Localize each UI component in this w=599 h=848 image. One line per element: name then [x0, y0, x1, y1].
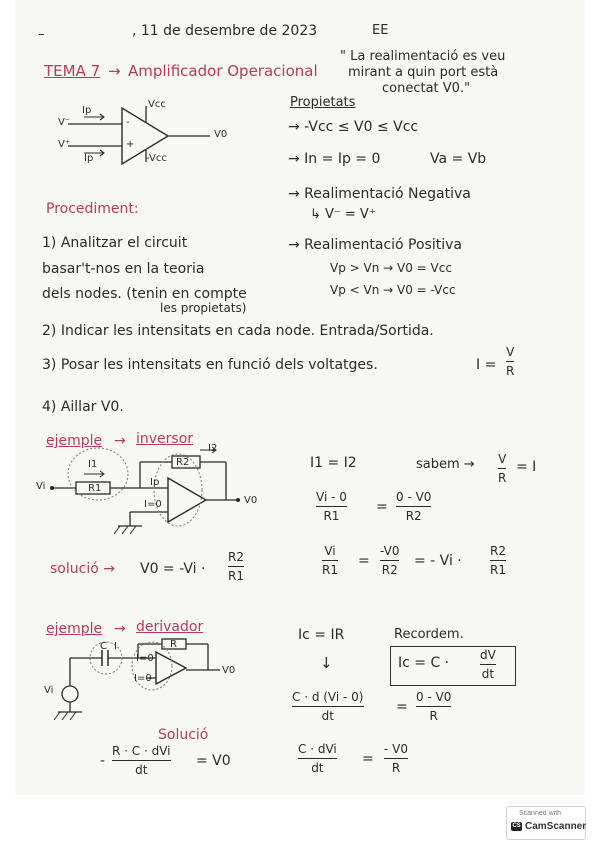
- der-k1: [298, 742, 337, 775]
- inv-ip-label: Ip: [150, 477, 160, 488]
- der-solucio-label: Solució: [158, 727, 209, 743]
- step-4: 4) Aillar V0.: [42, 399, 124, 415]
- der-h2-num: 0 - V0: [416, 690, 452, 704]
- ex2-title: ejemple: [46, 621, 103, 637]
- der-i-label: I: [114, 641, 117, 652]
- opamp-plus-sign: +: [126, 139, 135, 150]
- der-izero-1-label: I=0: [136, 653, 154, 664]
- prop-pos-feedback: → Realimentació Positiva: [288, 237, 462, 253]
- der-solucio-minus: -: [100, 753, 106, 769]
- der-solucio-den: dt: [135, 763, 148, 777]
- der-h1-num: C · d (Vi - 0): [292, 690, 364, 704]
- inv-solucio-lhs: V0 = -Vi ·: [140, 561, 206, 577]
- tema-label: TEMA 7: [44, 62, 101, 80]
- prop-currents: → In = Ip = 0: [288, 151, 381, 167]
- step-3-fraction-den: R: [506, 364, 515, 378]
- camscanner-watermark: [506, 806, 586, 840]
- inv-sabem: sabem →: [416, 457, 475, 472]
- der-vi-label: Vi: [44, 685, 54, 696]
- inv-g-eq: =: [358, 553, 370, 569]
- step-1-line-2: basar't-nos en la teoria: [42, 261, 205, 277]
- capacitor-law-fraction: [480, 648, 496, 681]
- inv-frac-2-num: 0 - V0: [396, 490, 432, 504]
- opamp-vo-label: V0: [214, 129, 228, 140]
- inv-i1-label: I1: [88, 459, 98, 470]
- der-k-eq: =: [362, 751, 374, 767]
- prop-pos-feedback-rule-1: Vp > Vn → V0 = Vcc: [330, 261, 452, 275]
- der-k1-num: C · dVi: [298, 742, 337, 756]
- quote-line-1: " La realimentació es veu: [340, 49, 506, 64]
- der-k2: [384, 742, 408, 775]
- inv-frac-1-den: R1: [323, 509, 340, 523]
- inv-g3-den: R1: [490, 563, 506, 577]
- quote-line-2: mirant a quin port està: [348, 65, 499, 80]
- step-2: 2) Indicar les intensitats en cada node. Entrada/Sortida.: [42, 323, 434, 339]
- opamp-vplus-label: V⁺: [58, 139, 71, 150]
- inv-g2-num: -V0: [380, 544, 400, 558]
- inv-g2-den: R2: [381, 563, 398, 577]
- inv-g1: [322, 544, 338, 577]
- opamp-basic-diagram: [50, 96, 240, 176]
- inv-current-eq: I1 = I2: [310, 455, 357, 471]
- der-solucio-fraction: [112, 744, 171, 777]
- inv-izero-label: I=0: [144, 499, 162, 510]
- inv-i2-label: I2: [208, 443, 218, 454]
- prop-neg-feedback-rule: ↳ V⁻ = V⁺: [310, 207, 376, 222]
- der-vo-label: V0: [222, 665, 236, 676]
- opamp-vminus-label: V⁻: [58, 117, 71, 128]
- inv-sabem-den: R: [498, 471, 507, 485]
- inverter-circuit-diagram: [30, 440, 270, 540]
- der-current-eq: Ic = IR: [298, 627, 345, 643]
- der-h1: [292, 690, 364, 723]
- inv-sabem-fraction: [498, 452, 506, 485]
- der-izero-2-label: I=0: [134, 673, 152, 684]
- der-r-label: R: [170, 639, 177, 650]
- inv-frac-1: [316, 490, 347, 523]
- header-dash: –: [38, 27, 45, 42]
- inv-solucio-fraction: [228, 550, 244, 583]
- inv-solucio-label: solució →: [50, 561, 115, 577]
- tema-title: Amplificador Operacional: [128, 62, 318, 80]
- ex1-arrow: →: [114, 433, 126, 449]
- prop-va-vb: Va = Vb: [430, 151, 487, 167]
- ex2-subtitle: derivador: [136, 619, 204, 635]
- inv-frac-2: [396, 490, 431, 523]
- der-h1-den: dt: [321, 709, 334, 723]
- der-h-eq: =: [396, 699, 408, 715]
- der-k2-num: - V0: [384, 742, 408, 756]
- watermark-brand-text: CamScanner: [525, 821, 587, 832]
- inv-r1-label: R1: [88, 483, 102, 494]
- inv-r2-label: R2: [176, 457, 190, 468]
- ex1-subtitle: inversor: [136, 431, 194, 447]
- inv-frac-1-num: Vi - 0: [316, 490, 347, 504]
- inv-g1-den: R1: [322, 563, 338, 577]
- prop-vcc-range: → -Vcc ≤ V0 ≤ Vcc: [288, 119, 419, 135]
- inv-sabem-num: V: [498, 452, 507, 466]
- tema-arrow: →: [108, 62, 121, 80]
- prop-neg-feedback: → Realimentació Negativa: [288, 186, 471, 202]
- opamp-vcc-top-label: Vcc: [148, 99, 166, 110]
- step-1-line-4: les propietats): [160, 301, 247, 315]
- der-k2-den: R: [391, 761, 401, 775]
- opamp-ip-top-label: Ip: [82, 105, 92, 116]
- step-3: 3) Posar les intensitats en funció dels voltatges.: [42, 357, 378, 373]
- capacitor-law-den: dt: [481, 667, 495, 681]
- quote-line-3: conectat V0.": [382, 81, 471, 96]
- der-solucio-num: R · C · dVi: [112, 744, 171, 758]
- propietats-heading: Propietats: [290, 95, 356, 110]
- inv-solucio-den: R1: [228, 569, 244, 583]
- step-3-fraction: [506, 345, 514, 378]
- opamp-ip-bottom-label: Ip: [84, 153, 94, 164]
- inv-frac-eq: =: [376, 499, 388, 515]
- inv-g2: [380, 544, 399, 577]
- ex1-title: ejemple: [46, 433, 103, 449]
- inv-vi-label: Vi: [36, 481, 46, 492]
- inv-vo-label: V0: [244, 495, 258, 506]
- der-recordem: Recordem.: [394, 627, 464, 642]
- prop-pos-feedback-rule-2: Vp < Vn → V0 = -Vcc: [330, 283, 456, 297]
- header-tag: EE: [372, 23, 389, 38]
- step-1-line-3: dels nodes. (tenin en compte: [42, 286, 247, 302]
- header-date: , 11 de desembre de 2023: [132, 23, 318, 39]
- inv-solucio-num: R2: [228, 550, 244, 564]
- capacitor-law-lhs: Ic = C ·: [398, 655, 450, 671]
- der-c-label: C: [100, 641, 107, 652]
- inv-g3-num: R2: [490, 544, 506, 558]
- der-k1-den: dt: [311, 761, 324, 775]
- der-solucio-rhs: = V0: [196, 753, 231, 769]
- der-h2-den: R: [429, 709, 438, 723]
- inv-g1-num: Vi: [324, 544, 336, 558]
- inv-g3: [490, 544, 506, 577]
- step-3-fraction-num: V: [506, 345, 515, 359]
- step-1-line-1: 1) Analitzar el circuit: [42, 235, 188, 251]
- camscanner-logo-icon: CS: [512, 823, 521, 829]
- step-3-eq: I =: [476, 357, 497, 373]
- opamp-vcc-bottom-label: -Vcc: [146, 153, 167, 164]
- der-down-arrow: ↓: [320, 654, 333, 672]
- der-h2: [416, 690, 451, 723]
- ex2-arrow: →: [114, 621, 126, 637]
- watermark-scanned-text: Scanned with: [519, 810, 562, 817]
- inv-g-rhs: = - Vi ·: [414, 553, 462, 569]
- inv-frac-2-den: R2: [405, 509, 422, 523]
- capacitor-law-num: dV: [480, 648, 496, 662]
- inv-sabem-eq: = I: [516, 459, 537, 475]
- procediment-heading: Procediment:: [46, 201, 139, 217]
- opamp-minus-sign: -: [126, 117, 130, 128]
